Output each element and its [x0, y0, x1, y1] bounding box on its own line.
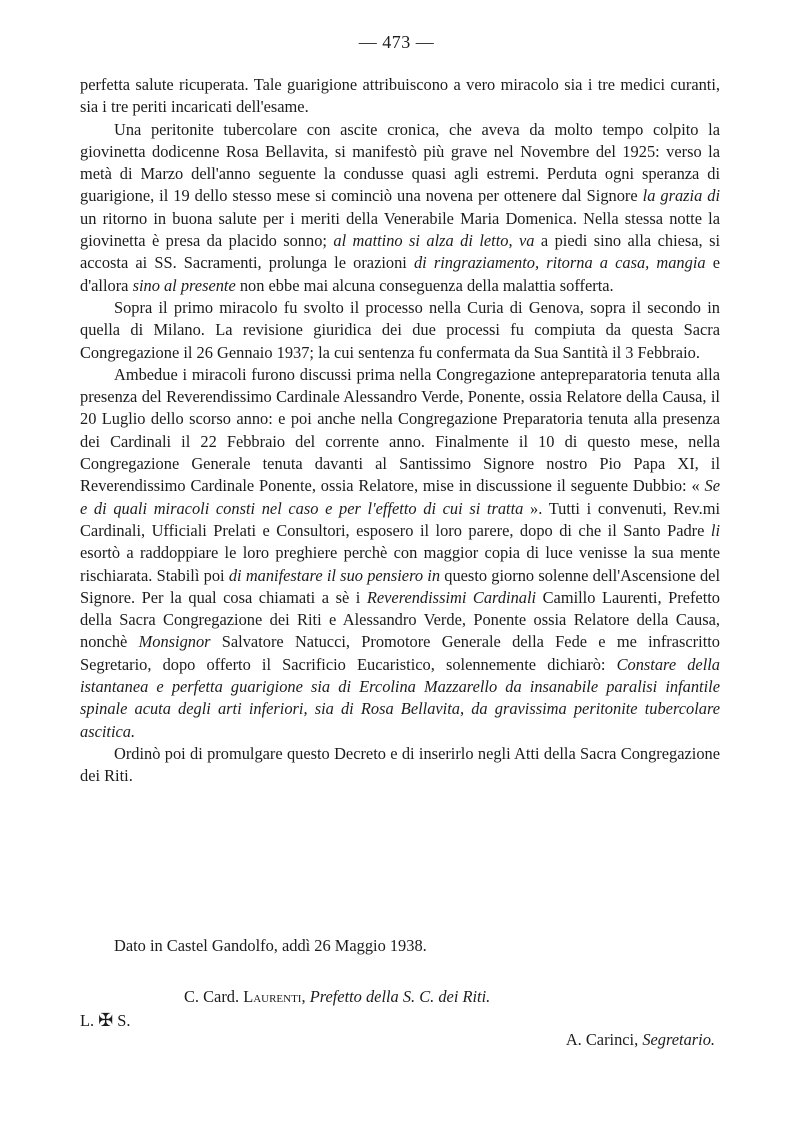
text-segment: Sopra il primo miracolo fu svolto il processo nella Curia di Genova, sopra il secondo in quella di Milano. La revisione giuridica dei due processi fu compiuta da questa Sacra Congregazione il 26 Gennaio 1937; la cui sentenza fu confermata da Sua Santità il 3 Febbraio. — [80, 297, 720, 362]
text-segment: esortò a raddoppiare le loro preghiere perchè con maggior copia di luce venisse la sua mente rischiarata. Stabilì poi — [80, 543, 720, 585]
italic-text: Reverendissimi Cardinali — [366, 587, 537, 607]
text-segment: a piedi sino alla chiesa, si accosta ai SS. Sacramenti, prolunga le orazioni — [80, 231, 720, 273]
seal-left: L. — [80, 1011, 95, 1030]
italic-text: di manifestare il suo pensiero in — [228, 565, 441, 585]
seal-right: S. — [117, 1011, 131, 1030]
text-segment: un ritorno in buona salute per i meriti della Venerabile Maria Domenica. Nella stessa notte la giovinetta è presa da placido sonno; — [80, 208, 720, 251]
italic-text: sino al presente — [132, 275, 236, 295]
text-segment: non ebbe mai alcuna conseguenza della malattia sofferta. — [235, 275, 614, 295]
cross-icon: ✠ — [98, 1010, 114, 1030]
text-segment: Una peritonite tubercolare con ascite cronica, che aveva da molto tempo colpito la giovinetta dodicenne Rosa Bellavita, si manifestò più grave nel Novembre del 1925: verso la metà di Marzo dell'anno seguente la condusse quasi agli estremi. Perduta ogni speranza di guarigione, il 19 dello stesso mese si cominciò una novena per ottenere dal Signore — [80, 119, 720, 206]
paragraph — [80, 74, 720, 119]
date-line: Dato in Castel Gandolfo, addì 26 Maggio 1938. — [114, 936, 427, 955]
italic-text: di ringraziamento, ritorna a casa, mangia — [413, 253, 706, 273]
text-segment: e d'allora — [80, 253, 720, 295]
seal-mark — [80, 1010, 130, 1031]
italic-text: la grazia di — [642, 186, 721, 206]
page-number: — 473 — — [358, 32, 435, 52]
decree-body-text — [80, 74, 720, 788]
paragraph — [80, 364, 720, 743]
text-segment: questo giorno solenne dell'Ascensione del Signore. Per la qual cosa chiamati a sè i — [80, 565, 720, 607]
text-segment: Salvatore Natucci, Promotore Generale della Fede e me infrascritto Segretario, dopo offerto il Sacrificio Eucaristico, solennemente dichiarò: — [80, 632, 720, 674]
text-segment: perfetta salute ricuperata. Tale guarigione attribuiscono a vero miracolo sia i tre medici curanti, sia i tre periti incaricati dell'esame. — [80, 75, 720, 117]
text-segment: ». Tutti i convenuti, Rev.mi Cardinali, Ufficiali Prelati e Consultori, esposero il loro parere, dopo di che il Santo Padre — [80, 498, 720, 540]
text-segment: Camillo Laurenti, Prefetto della Sacra Congregazione dei Riti e Alessandro Verde, Ponente ossia Relatore della Causa, nonchè — [80, 587, 721, 652]
secretary-signature — [566, 1030, 715, 1050]
cardinal-signature: C. Card. Laurenti, Prefetto della S. C. dei Riti. — [184, 987, 491, 1006]
italic-text: li — [710, 520, 720, 540]
paragraph — [80, 743, 720, 788]
cardinal-prefix: C. Card. — [184, 987, 244, 1006]
cardinal-name: Laurenti — [243, 987, 302, 1006]
text-segment: Ordinò poi di promulgare questo Decreto e di inserirlo negli Atti della Sacra Congregazione dei Riti. — [80, 743, 720, 786]
italic-text: Se e di quali miracoli consti nel caso e per l'effetto di cui si tratta — [80, 476, 720, 518]
text-segment: Ambedue i miracoli furono discussi prima nella Congregazione antepreparatoria tenuta alla presenza del Reverendissimo Cardinale Alessandro Verde, Ponente, ossia Relatore della Causa, il 20 Luglio dello scorso anno: e poi anche nella Congregazione Preparatoria tenuta alla presenza dei Cardinali il 22 Febbraio del corrente anno. Finalmente il 10 di questo mese, nella Congregazione Generale tenuta davanti al Santissimo Signore nostro Pio Papa XI, il Reverendissimo Cardinale Ponente, ossia Relatore, mise in discussione il seguente Dubbio: « — [80, 364, 720, 496]
italic-text: Constare della istantanea e perfetta guarigione sia di Ercolina Mazzarello da insanabile paralisi infantile spinale acuta degli arti inferiori, sia di Rosa Bellavita, da gravissima peritonite tubercolare ascitica. — [80, 654, 720, 741]
italic-text: al mattino si alza di letto, va — [333, 231, 535, 251]
paragraph — [80, 119, 720, 297]
cardinal-title: Prefetto della S. C. dei Riti. — [309, 987, 491, 1006]
secretary-title: Segretario. — [642, 1030, 715, 1049]
paragraph — [80, 297, 720, 364]
secretary-name: A. Carinci, — [565, 1030, 643, 1049]
italic-text: Monsignor — [138, 632, 211, 652]
